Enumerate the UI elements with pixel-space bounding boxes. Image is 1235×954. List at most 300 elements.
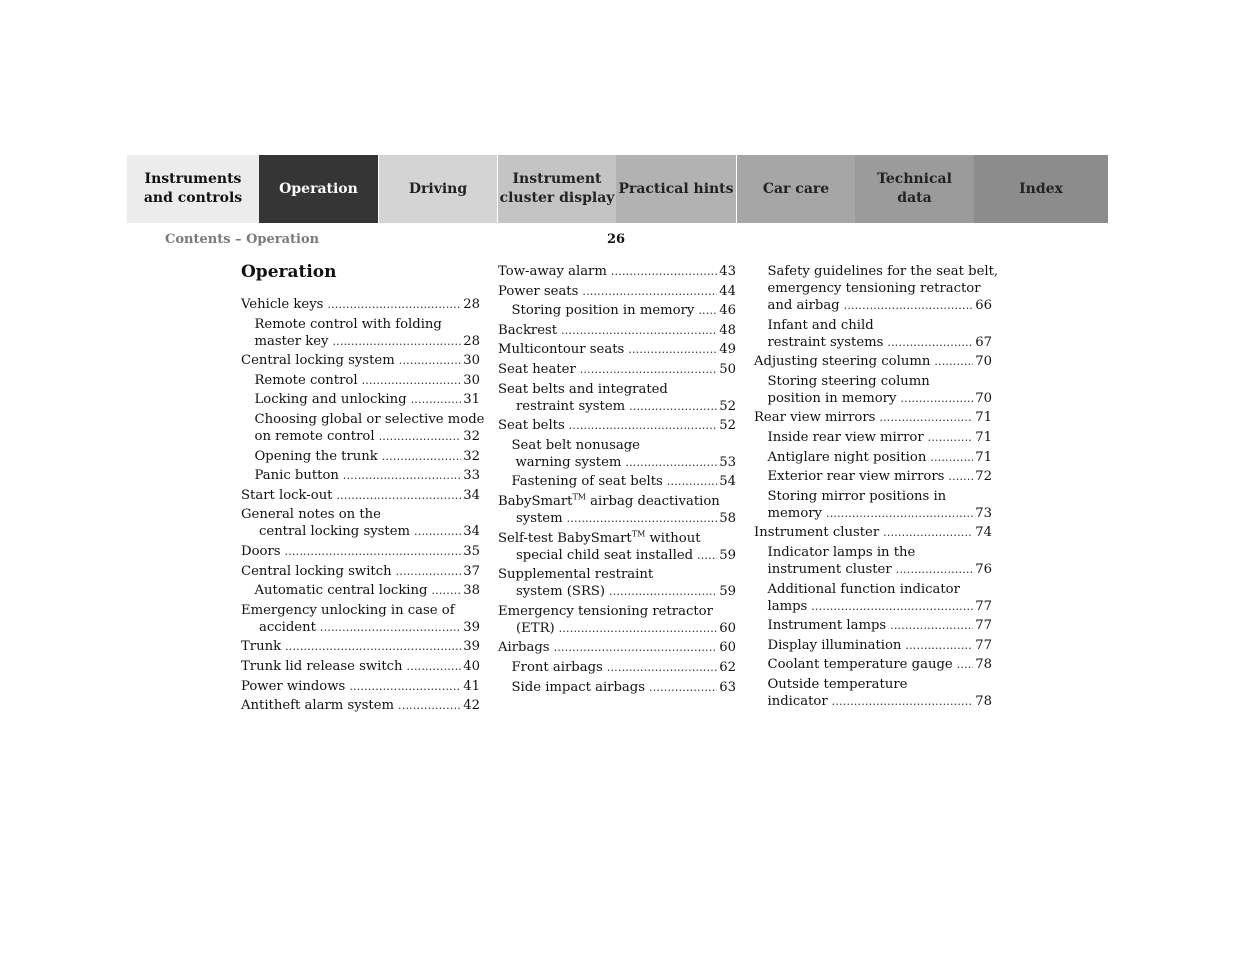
dot-leader xyxy=(629,398,717,415)
dot-leader xyxy=(811,598,973,615)
toc-page-number[interactable]: 42 xyxy=(463,698,480,714)
toc-page-number[interactable]: 70 xyxy=(975,390,992,406)
dot-leader xyxy=(607,659,717,676)
toc-entry-text: Power seats xyxy=(498,283,579,299)
toc-entry-label xyxy=(255,316,446,333)
toc-page-number[interactable]: 50 xyxy=(719,362,736,377)
toc-page-number[interactable]: 67 xyxy=(975,334,992,350)
trademark-superscript: TM xyxy=(572,492,586,502)
toc-entry-label xyxy=(516,454,626,471)
toc-entry-line xyxy=(768,280,993,297)
dot-leader xyxy=(832,693,974,710)
toc-entry-line xyxy=(254,411,485,428)
toc-entry-label xyxy=(768,263,1003,280)
toc-entry-text: Front airbags xyxy=(511,660,603,675)
toc-entry-text: Airbags xyxy=(498,640,550,656)
toc-entry-line xyxy=(255,582,481,599)
tab-label: Practical hints xyxy=(618,180,734,197)
toc-entry-text: Seat belts xyxy=(498,418,565,434)
dot-leader xyxy=(343,467,461,484)
tab-label: Car care xyxy=(762,180,830,197)
toc-entry-label xyxy=(255,333,333,350)
toc-page-number[interactable]: 73 xyxy=(975,505,992,521)
toc-page-number[interactable]: 74 xyxy=(975,525,992,541)
toc-entry-label xyxy=(768,656,957,673)
toc-page-number[interactable]: 71 xyxy=(975,430,992,445)
dot-leader xyxy=(625,454,717,471)
toc-entry-text: system (SRS) xyxy=(516,584,606,600)
toc-entry-text: emergency tensioning retractor xyxy=(767,281,981,296)
toc-entry-label xyxy=(768,449,931,466)
toc-page-number[interactable]: 39 xyxy=(463,619,480,635)
toc-entry-label xyxy=(768,429,928,446)
toc-entry-label xyxy=(498,417,569,434)
dot-leader xyxy=(611,263,717,280)
toc-page-number[interactable]: 59 xyxy=(719,547,736,563)
toc-entry-label xyxy=(498,603,717,620)
toc-entry-label xyxy=(498,639,554,656)
toc-page-number[interactable]: 60 xyxy=(719,640,736,656)
toc-entry-text: Opening the trunk xyxy=(254,448,378,464)
toc-entry-text: Fastening of seat belts xyxy=(511,474,663,490)
toc-page-number[interactable]: 35 xyxy=(463,544,480,559)
dot-leader xyxy=(379,428,462,445)
toc-entry-text: Antitheft alarm system xyxy=(241,698,395,714)
toc-entry-label xyxy=(768,581,964,598)
toc-entry-text: Antiglare night position xyxy=(767,449,927,465)
toc-entry-line xyxy=(767,263,999,280)
toc-entry-line xyxy=(512,302,737,319)
toc-page-number[interactable]: 70 xyxy=(975,354,992,370)
dot-leader xyxy=(349,678,461,695)
toc-page-number[interactable]: 77 xyxy=(975,618,992,634)
dot-leader xyxy=(887,334,973,351)
dot-leader xyxy=(928,429,974,446)
toc-entry-line xyxy=(498,361,736,378)
toc-entry-text: Side impact airbags xyxy=(511,679,645,695)
toc-entry-line xyxy=(768,297,993,314)
dot-leader xyxy=(649,679,717,696)
toc-entry-label xyxy=(498,361,580,378)
breadcrumb: Contents – Operation xyxy=(165,232,320,247)
toc-entry-line xyxy=(512,437,737,454)
toc-entry-label xyxy=(255,428,379,445)
toc-page-number[interactable]: 76 xyxy=(975,562,992,577)
toc-entry-text: system xyxy=(516,511,563,526)
toc-entry-line xyxy=(498,417,736,434)
dot-leader xyxy=(396,563,462,580)
toc-page-number[interactable]: 32 xyxy=(463,448,480,464)
toc-entry-line xyxy=(255,391,481,408)
toc-page-number[interactable]: 78 xyxy=(975,694,992,709)
toc-entry-label xyxy=(768,280,985,297)
toc-page-number[interactable]: 63 xyxy=(719,679,736,695)
dot-leader xyxy=(609,583,717,600)
toc-entry-text: accident xyxy=(259,619,316,635)
toc-entry-label xyxy=(768,617,891,634)
dot-leader xyxy=(285,543,462,560)
toc-entry-text: Rear view mirrors xyxy=(754,410,876,426)
dot-leader xyxy=(332,333,461,350)
toc-entry-label xyxy=(754,524,883,541)
toc-entry-line xyxy=(754,353,992,370)
toc-entry-label xyxy=(768,676,912,693)
toc-page-number[interactable]: 46 xyxy=(719,303,736,319)
dot-leader xyxy=(628,341,717,358)
toc-entry-line xyxy=(516,398,736,415)
toc-page-number[interactable]: 43 xyxy=(719,264,736,279)
toc-entry-text: Display illumination xyxy=(767,637,902,653)
tab-label: Driving xyxy=(408,180,468,197)
toc-entry-line xyxy=(516,583,736,600)
toc-entry-label xyxy=(255,467,343,484)
toc-entry-text: Infant and child xyxy=(767,317,874,333)
toc-entry-text: Central locking switch xyxy=(241,563,392,579)
toc-entry-line xyxy=(241,506,480,523)
toc-entry-line xyxy=(255,316,481,333)
toc-entry-label xyxy=(255,372,362,389)
toc-entry-text: Automatic central locking xyxy=(254,583,428,599)
toc-entry-text: restraint system xyxy=(516,398,626,414)
dot-leader xyxy=(890,617,973,634)
toc-page-number[interactable]: 44 xyxy=(719,283,736,299)
toc-page-number[interactable]: 48 xyxy=(719,322,736,338)
toc-entry-text: central locking system xyxy=(259,524,411,540)
toc-entry-line xyxy=(498,341,736,358)
toc-entry-text: Locking and unlocking xyxy=(254,392,407,408)
toc-entry-line xyxy=(768,544,993,561)
toc-entry-text: Instrument lamps xyxy=(767,618,887,634)
toc-entry-label xyxy=(754,353,934,370)
toc-entry-line xyxy=(512,473,737,490)
toc-entry-line xyxy=(768,693,993,710)
toc-entry-label xyxy=(498,566,657,583)
toc-entry-text: warning system xyxy=(515,454,622,470)
toc-entry-line xyxy=(754,524,992,541)
page-number: 26 xyxy=(606,232,626,247)
dot-leader xyxy=(285,638,461,655)
toc-entry-line xyxy=(498,566,736,583)
toc-entry-text: General notes on the xyxy=(241,507,381,523)
dot-leader xyxy=(398,697,461,714)
tab-label: Index xyxy=(1019,180,1063,197)
toc-entry-label xyxy=(498,263,611,280)
toc-page-number[interactable]: 39 xyxy=(463,639,480,655)
toc-entry-line xyxy=(498,493,736,510)
section-title: Operation xyxy=(241,262,337,282)
toc-entry-text: Emergency tensioning retractor xyxy=(498,603,713,619)
tab-label: Operation xyxy=(279,180,358,197)
tab-practical-hints[interactable] xyxy=(616,155,736,223)
toc-entry-line xyxy=(768,373,993,390)
toc-entry-text: Adjusting steering column xyxy=(754,354,931,370)
toc-entry-line xyxy=(516,620,736,637)
toc-page-number[interactable]: 78 xyxy=(975,657,992,673)
toc-entry-line xyxy=(241,296,480,313)
section-tab-bar xyxy=(127,155,1108,223)
toc-entry-line xyxy=(768,488,993,505)
toc-entry-label xyxy=(241,602,459,619)
tab-label: Instrument cluster display xyxy=(499,171,615,206)
toc-entry-text-continued: airbag deactivation xyxy=(585,494,720,509)
toc-entry-label xyxy=(768,693,832,710)
toc-page-number[interactable]: 34 xyxy=(463,524,480,540)
toc-entry-label xyxy=(512,679,650,696)
dot-leader xyxy=(399,352,461,369)
toc-entry-label xyxy=(768,390,901,407)
toc-entry-label xyxy=(241,506,385,523)
toc-entry-text: memory xyxy=(767,505,823,521)
toc-entry-line xyxy=(768,676,993,693)
dot-leader xyxy=(554,639,718,656)
toc-entry-line xyxy=(241,543,480,560)
dot-leader xyxy=(561,322,717,339)
toc-entry-label xyxy=(512,302,699,319)
toc-entry-text: position in memory xyxy=(767,390,897,406)
toc-page-number[interactable]: 71 xyxy=(975,410,992,426)
toc-entry-text: Additional function indicator xyxy=(767,581,960,597)
toc-entry-label xyxy=(768,334,888,351)
toc-entry-text: indicator xyxy=(767,694,828,709)
toc-entry-text: Trunk lid release switch xyxy=(241,659,403,674)
toc-page-number[interactable]: 52 xyxy=(719,418,736,434)
toc-entry-label xyxy=(754,409,879,426)
toc-entry-label xyxy=(498,493,724,510)
toc-entry-line xyxy=(498,603,736,620)
toc-page-number[interactable]: 33 xyxy=(463,468,480,484)
toc-page-number[interactable]: 32 xyxy=(463,429,480,444)
toc-entry-text: instrument cluster xyxy=(767,562,892,577)
toc-entry-line xyxy=(768,617,993,634)
toc-entry-text: Inside rear view mirror xyxy=(767,430,924,445)
toc-entry-text: Indicator lamps in the xyxy=(767,545,916,560)
toc-entry-label xyxy=(768,544,920,561)
toc-page-number[interactable]: 54 xyxy=(719,474,736,490)
tab-instruments-and-controls[interactable] xyxy=(127,155,259,223)
dot-leader xyxy=(320,619,461,636)
dot-leader xyxy=(905,637,973,654)
toc-entry-text: Storing steering column xyxy=(767,373,930,389)
toc-entry-label xyxy=(768,317,878,334)
toc-entry-label xyxy=(768,598,812,615)
toc-entry-text: Doors xyxy=(241,544,281,559)
dot-leader xyxy=(697,547,717,564)
toc-entry-text: Self-test BabySmart xyxy=(498,530,632,546)
toc-entry-label xyxy=(512,473,667,490)
toc-page-number[interactable]: 28 xyxy=(463,297,480,312)
toc-entry-text: Panic button xyxy=(254,468,339,484)
toc-entry-label xyxy=(498,341,628,358)
toc-entry-label xyxy=(241,697,398,714)
toc-entry-line xyxy=(768,317,993,334)
toc-entry-text: Start lock-out xyxy=(241,487,333,503)
toc-entry-line xyxy=(768,637,993,654)
toc-entry-line xyxy=(512,659,737,676)
toc-entry-label xyxy=(241,658,407,675)
toc-entry-text: Seat belts and integrated xyxy=(498,381,668,397)
toc-entry-text: and airbag xyxy=(767,298,840,313)
toc-page-number[interactable]: 34 xyxy=(463,487,480,503)
toc-entry-text: master key xyxy=(254,333,329,349)
toc-entry-text: Exterior rear view mirrors xyxy=(767,469,945,485)
toc-entry-line xyxy=(754,409,992,426)
toc-entry-text: Tow-away alarm xyxy=(498,264,607,279)
toc-entry-text: Storing mirror positions in xyxy=(767,488,947,504)
toc-entry-line xyxy=(241,487,480,504)
toc-page-number[interactable]: 49 xyxy=(719,342,736,358)
toc-entry-text: Instrument cluster xyxy=(754,525,880,541)
toc-entry-label xyxy=(241,296,327,313)
tab-technical-data[interactable] xyxy=(855,155,974,223)
dot-leader xyxy=(900,390,973,407)
toc-entry-label xyxy=(498,283,582,300)
dot-leader xyxy=(327,296,461,313)
dot-leader xyxy=(948,468,973,485)
tab-driving[interactable] xyxy=(378,155,497,223)
trademark-superscript: TM xyxy=(631,529,646,539)
toc-page-number[interactable]: 52 xyxy=(719,398,736,414)
toc-entry-label xyxy=(768,468,949,485)
toc-entry-line xyxy=(259,619,480,636)
toc-entry-label xyxy=(241,352,399,369)
toc-entry-line xyxy=(768,505,993,522)
toc-entry-line xyxy=(768,581,993,598)
dot-leader xyxy=(957,656,974,673)
dot-leader xyxy=(826,505,973,522)
toc-entry-label xyxy=(512,437,644,454)
toc-page-number[interactable]: 58 xyxy=(719,511,736,526)
toc-entry-line xyxy=(241,697,480,714)
toc-entry-line xyxy=(768,334,993,351)
toc-page-number[interactable]: 28 xyxy=(463,333,480,349)
toc-entry-line xyxy=(255,333,481,350)
toc-entry-text: Trunk xyxy=(241,639,282,655)
toc-entry-line xyxy=(768,429,993,446)
toc-entry-label xyxy=(259,619,320,636)
toc-page-number[interactable]: 77 xyxy=(975,598,992,614)
toc-entry-label xyxy=(516,510,567,527)
toc-entry-line xyxy=(255,428,481,445)
tab-instrument-cluster-display[interactable] xyxy=(497,155,616,223)
toc-page-number[interactable]: 77 xyxy=(975,637,992,653)
toc-entry-label xyxy=(241,563,396,580)
toc-entry-text: Backrest xyxy=(498,322,558,338)
toc-entry-label xyxy=(768,561,896,578)
tab-label: Instruments and controls xyxy=(143,171,243,206)
toc-entry-label xyxy=(241,678,349,695)
toc-page-number[interactable]: 53 xyxy=(719,454,736,470)
toc-page-number[interactable]: 41 xyxy=(463,678,480,694)
toc-entry-text: Multicontour seats xyxy=(498,342,625,358)
toc-entry-text: Power windows xyxy=(241,678,346,694)
dot-leader xyxy=(559,620,718,637)
toc-page-number[interactable]: 66 xyxy=(975,298,992,313)
toc-page-number[interactable]: 60 xyxy=(719,620,736,636)
toc-entry-label xyxy=(498,530,705,547)
toc-entry-line xyxy=(241,602,480,619)
toc-entry-text: Emergency unlocking in case of xyxy=(241,602,455,618)
toc-entry-text: Seat heater xyxy=(498,362,576,377)
toc-page-number[interactable]: 72 xyxy=(975,469,992,485)
toc-entry-line xyxy=(768,561,993,578)
toc-entry-line xyxy=(768,468,993,485)
tab-operation[interactable] xyxy=(259,155,378,223)
toc-entry-label xyxy=(516,547,697,564)
toc-entry-text: Outside temperature xyxy=(767,677,908,692)
toc-entry-label xyxy=(498,322,561,339)
toc-entry-label xyxy=(255,391,411,408)
toc-entry-label xyxy=(498,381,672,398)
toc-page-number[interactable]: 40 xyxy=(463,659,480,674)
toc-entry-label xyxy=(241,487,336,504)
toc-entry-line xyxy=(498,639,736,656)
dot-leader xyxy=(407,658,462,675)
toc-entry-line xyxy=(241,352,480,369)
toc-entry-text: BabySmart xyxy=(498,494,573,509)
dot-leader xyxy=(896,561,974,578)
dot-leader xyxy=(667,473,717,490)
toc-entry-line xyxy=(498,263,736,280)
toc-entry-line xyxy=(516,547,736,564)
tab-index[interactable] xyxy=(974,155,1108,223)
toc-entry-label xyxy=(768,488,951,505)
dot-leader xyxy=(930,449,973,466)
toc-entry-text: on remote control xyxy=(254,429,375,444)
toc-page-number[interactable]: 62 xyxy=(719,660,736,675)
toc-entry-text: Storing position in memory xyxy=(511,303,695,319)
dot-leader xyxy=(883,524,973,541)
dot-leader xyxy=(580,361,717,378)
dot-leader xyxy=(934,353,973,370)
toc-entry-line xyxy=(516,454,737,471)
toc-entry-line xyxy=(498,283,736,300)
toc-entry-line xyxy=(768,656,993,673)
toc-entry-line xyxy=(498,322,736,339)
toc-page-number[interactable]: 31 xyxy=(463,392,480,408)
toc-entry-label xyxy=(255,582,432,599)
toc-page-number[interactable]: 71 xyxy=(975,449,992,465)
toc-entry-line xyxy=(516,510,736,527)
toc-entry-text: lamps xyxy=(767,598,808,614)
toc-entry-label xyxy=(241,543,285,560)
toc-entry-text: Choosing global or selective mode xyxy=(254,412,485,427)
dot-leader xyxy=(879,409,973,426)
toc-page-number[interactable]: 38 xyxy=(463,583,480,599)
toc-entry-line xyxy=(241,563,480,580)
toc-entry-line xyxy=(255,467,481,484)
toc-entry-label xyxy=(516,620,559,637)
toc-entry-line xyxy=(768,598,993,615)
dot-leader xyxy=(844,297,974,314)
toc-entry-line xyxy=(498,530,736,547)
toc-page-number[interactable]: 30 xyxy=(463,372,480,388)
dot-leader xyxy=(569,417,717,434)
toc-page-number[interactable]: 37 xyxy=(463,563,480,579)
toc-entry-text: Remote control xyxy=(254,372,358,388)
toc-entry-text: Safety guidelines for the seat belt, xyxy=(767,264,999,279)
dot-leader xyxy=(382,448,461,465)
tab-car-care[interactable] xyxy=(736,155,855,223)
toc-entry-label xyxy=(516,398,629,415)
toc-entry-label xyxy=(768,297,844,314)
dot-leader xyxy=(362,372,462,389)
toc-page-number[interactable]: 30 xyxy=(463,353,480,369)
toc-entry-line xyxy=(259,523,480,540)
toc-entry-label xyxy=(241,638,285,655)
toc-entry-line xyxy=(498,381,736,398)
toc-page-number[interactable]: 59 xyxy=(719,584,736,600)
toc-entry-label xyxy=(768,637,906,654)
